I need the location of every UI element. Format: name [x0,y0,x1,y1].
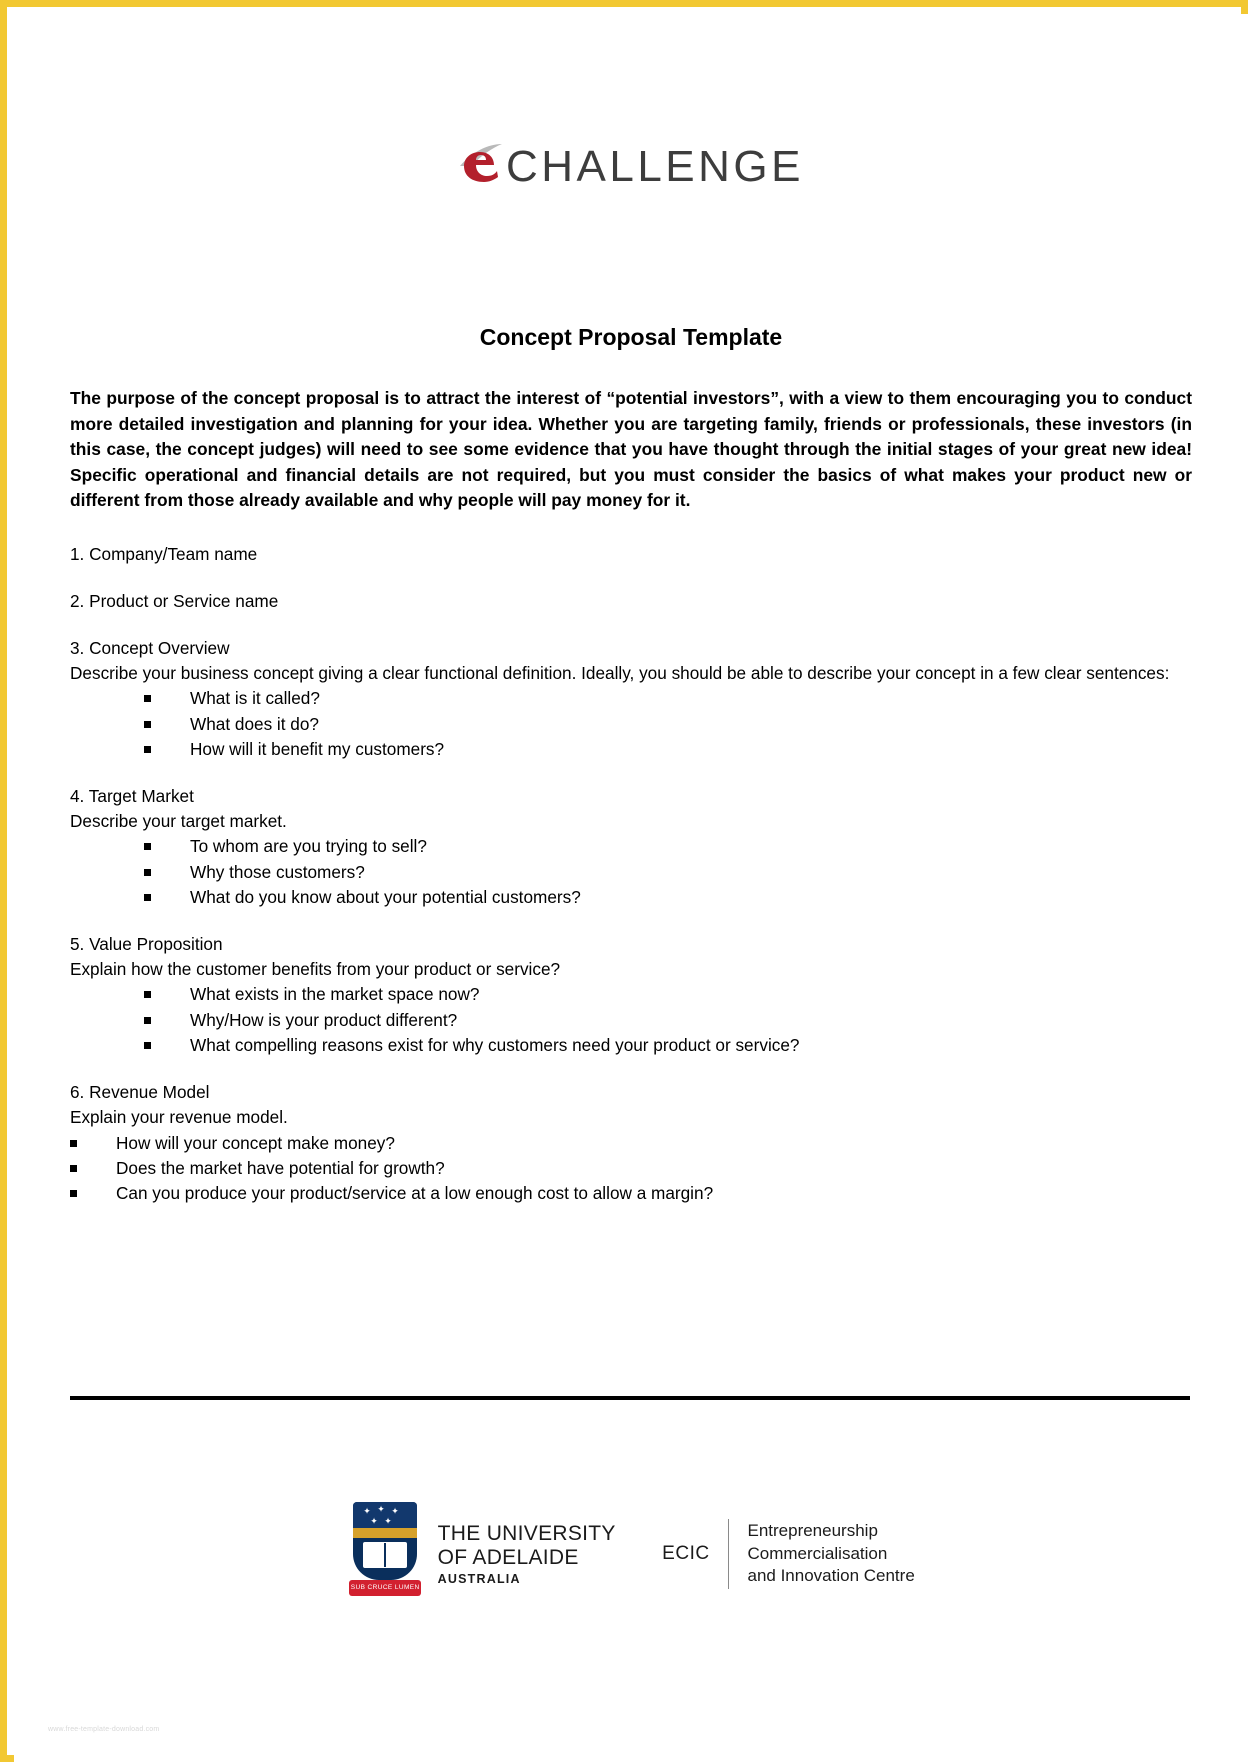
logo-wordmark: CHALLENGE [505,142,805,191]
ecic-line-3: and Innovation Centre [747,1566,915,1586]
list-item-label: Why/How is your product different? [190,1009,458,1030]
list-item [70,1181,1192,1206]
ecic-acronym: ECIC [662,1543,710,1564]
spacer [70,910,1192,932]
section-bullets-5 [70,982,1192,1058]
list-item [144,1033,1192,1058]
square-bullet-icon [70,1140,77,1147]
ecic-line-1: Entrepreneurship [747,1521,878,1541]
list-item-label: What is it called? [190,688,320,709]
square-bullet-icon [70,1165,77,1172]
university-line-3: AUSTRALIA [437,1572,521,1587]
crest-star: ✦ [363,1506,371,1516]
spacer [70,567,1192,589]
university-name [438,1522,616,1586]
square-bullet-icon [144,894,151,901]
ecic-divider [728,1519,729,1589]
section-bullets-6 [70,1131,1192,1207]
spacer [70,614,1192,636]
square-bullet-icon [144,721,151,728]
list-item-label: How will your concept make money? [116,1132,395,1153]
section-heading-6: 6. Revenue Model [70,1082,210,1103]
section-bullets-4 [70,834,1192,910]
section-bullets-3 [70,686,1192,762]
list-item-label: To whom are you trying to sell? [190,836,427,857]
echallenge-logo [14,139,1248,195]
crest-gold-stripe [353,1528,417,1538]
list-item [144,860,1192,885]
intro-paragraph: The purpose of the concept proposal is to attract the interest of “potential investors”, with a view to them encouraging you to conduct more detailed investigation and planning for your idea. Whether you are targeting family, friends or professionals, these investors (in this case, the concept judges) will need to see some evidence that you have thought through the initial stages of your great new idea! Specific operational and financial details are not required, but you must consider the basics of what makes your product new or different from those already available and why people will pay money for it. [70,388,1192,511]
list-item [144,737,1192,762]
document-body [70,386,1192,1206]
list-item-label: What exists in the market space now? [190,984,480,1005]
list-item [144,982,1192,1007]
crest-star: ✦ [370,1516,378,1526]
square-bullet-icon [144,1042,151,1049]
square-bullet-icon [144,695,151,702]
footer [14,1502,1248,1606]
list-item [70,1131,1192,1156]
footer-logos [347,1502,915,1606]
list-item-label: Can you produce your product/service at a low enough cost to allow a margin? [116,1183,714,1204]
section-heading-2: 2. Product or Service name [70,591,279,611]
university-crest-icon [347,1502,423,1606]
section-heading-4: 4. Target Market [70,786,194,807]
crest-ribbon [347,1574,423,1600]
list-item [144,1008,1192,1033]
crest-star: ✦ [377,1504,385,1514]
square-bullet-icon [144,869,151,876]
list-item-label: Why those customers? [190,861,365,882]
footer-divider [70,1396,1190,1400]
section-body-5: Explain how the customer benefits from your product or service? [70,959,561,980]
spacer [70,1058,1192,1080]
square-bullet-icon [144,746,151,753]
crest-ribbon-band [349,1580,421,1596]
section-heading-5: 5. Value Proposition [70,934,223,955]
ecic-line-2: Commercialisation [747,1543,888,1563]
university-line-2: OF ADELAIDE [437,1545,579,1569]
list-item-label: What does it do? [190,713,319,734]
square-bullet-icon [144,1017,151,1024]
e-swoosh-icon [458,142,504,186]
square-bullet-icon [144,843,151,850]
section-body-4: Describe your target market. [70,811,287,832]
list-item [144,712,1192,737]
document-sheet [14,14,1248,1762]
list-item [144,686,1192,711]
list-item [144,885,1192,910]
list-item-label: What do you know about your potential customers? [190,886,581,907]
list-item [144,834,1192,859]
section-heading-3: 3. Concept Overview [70,638,230,659]
square-bullet-icon [70,1190,77,1197]
watermark-text: www.free-template-download.com [48,1726,160,1733]
crest-motto: SUB CRUCE LUMEN [350,1584,420,1591]
crest-star: ✦ [391,1506,399,1516]
crest-book [363,1542,407,1568]
crest-star: ✦ [384,1516,392,1526]
list-item-label: How will it benefit my customers? [190,738,445,759]
ecic-full-name [747,1520,914,1587]
section-heading-1: 1. Company/Team name [70,543,258,564]
section-body-6: Explain your revenue model. [70,1107,288,1128]
logo-lockup [458,139,804,195]
list-item [70,1156,1192,1181]
list-item-label: What compelling reasons exist for why customers need your product or service? [190,1035,800,1056]
list-item-label: Does the market have potential for growth? [116,1157,445,1178]
section-body-3: Describe your business concept giving a clear functional definition. Ideally, you should be able to describe your concept in a few clear sentences: [70,663,1170,684]
university-line-1: THE UNIVERSITY [437,1521,616,1545]
page-title: Concept Proposal Template [479,324,783,350]
square-bullet-icon [144,991,151,998]
spacer [70,762,1192,784]
